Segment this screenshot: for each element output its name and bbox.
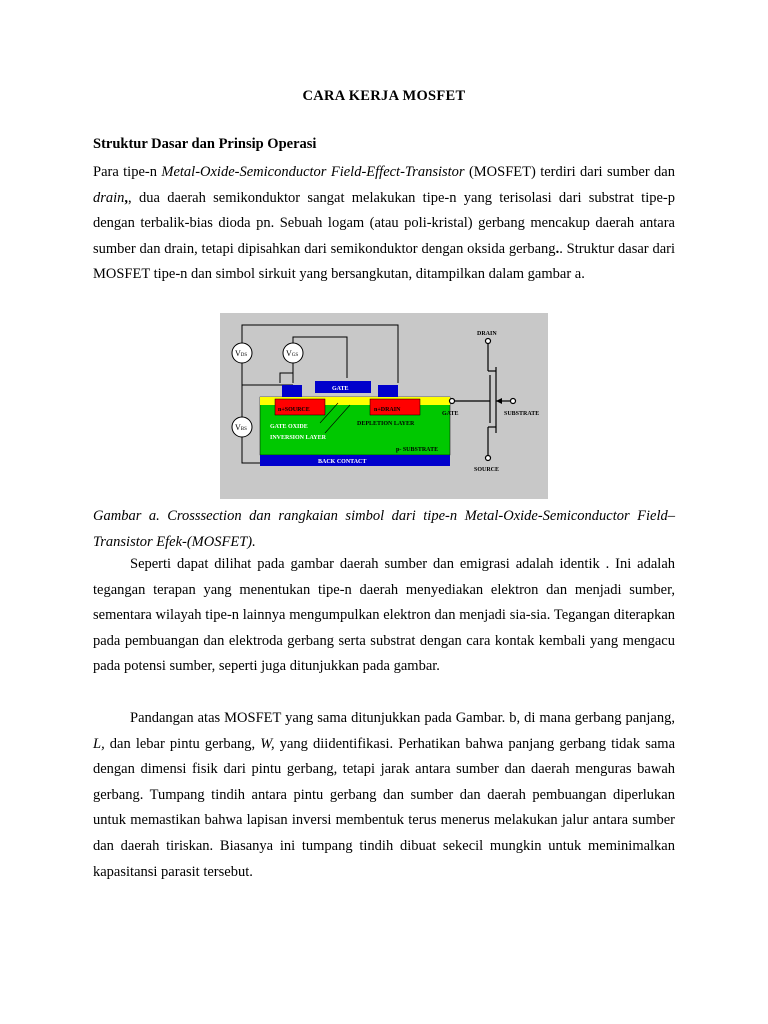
symbol-source-label: SOURCE	[474, 467, 500, 473]
paragraph-structure: Para tipe-n Metal-Oxide-Semiconductor Field-Effect-Transistor (MOSFET) terdiri dari sumber dan drain,, dua daerah semikonduktor sangat melakukan tipe-n yang terisolasi dari substrat tipe-p dengan terbalik-bias dioda pn. Sebuah logam (atau poli-kristal) gerbang mencakup daerah antara sumber dan drain, tetapi dipisahkan dari semikonduktor dengan oksida gerbang.. Struktur dasar dari MOSFET tipe-n dan simbol sirkuit yang bersangkutan, ditampilkan dalam gambar a.	[93, 164, 675, 283]
symbol-drain-label: DRAIN	[477, 331, 497, 337]
symbol-gate-label: GATE	[442, 411, 459, 417]
source-label: n+SOURCE	[278, 407, 310, 413]
gate-label: GATE	[332, 386, 349, 392]
figure-caption: Gambar a. Crosssection dan rangkaian simbol dari tipe-n Metal-Oxide-Semiconductor Field–Transistor Efek-(MOSFET).	[93, 508, 675, 550]
back-contact-label: BACK CONTACT	[318, 459, 367, 465]
page-title: CARA KERJA MOSFET	[302, 88, 466, 104]
paragraph-top-view: Pandangan atas MOSFET yang sama ditunjukkan pada Gambar. b, di mana gerbang panjang, L, dan lebar pintu gerbang, W, yang diidentifikasi. Perhatikan bahwa panjang gerbang tidak sama dengan dimensi fisik dari pintu gerbang, tetapi jarak antara sumber dan daerah menguras bawah gerbang. Tumpang tindih antara pintu gerbang dan sumber dan daerah pembuangan diperlukan untuk memastikan bahwa lapisan inversi membentuk terus menerus melakukan jalur antara sumber dan daerah tiriskan. Biasanya ini tumpang tindih dibuat sekecil mungkin untuk meminimalkan kapasitansi parasit tersebut.	[93, 710, 676, 880]
drain-label: n+DRAIN	[374, 407, 401, 413]
symbol-substrate-label: SUBSTRATE	[504, 411, 540, 417]
mosfet-cross-section	[220, 313, 548, 499]
mosfet-symbol	[442, 331, 539, 473]
paragraph-observation: Seperti dapat dilihat pada gambar daerah sumber dan emigrasi adalah identik . Ini adalah tegangan terapan yang menentukan tipe-n daerah menyediakan elektron dan menjadi sumber, sementara wilayah tipe-n lainnya mengumpulkan elektron dan menjadi sia-sia. Tegangan diterapkan pada pembuangan dan elektroda gerbang serta substrat dengan cara kontak kembali yang mengacu pada potensi sumber, seperti juga ditunjukkan pada gambar.	[93, 556, 675, 675]
svg-text:VBS: VBS	[235, 423, 247, 432]
drain-contact	[378, 385, 398, 397]
source-contact	[282, 385, 302, 397]
inversion-layer-label: INVERSION LAYER	[270, 435, 326, 441]
substrate-label: p- SUBSTRATE	[396, 447, 439, 453]
vbs-meter	[232, 417, 252, 437]
depletion-layer-label: DEPLETION LAYER	[357, 421, 415, 427]
svg-text:VGS: VGS	[286, 349, 299, 358]
gate-oxide-label: GATE OXIDE	[270, 424, 308, 430]
vds-meter	[232, 343, 252, 363]
vgs-meter	[283, 343, 303, 363]
mosfet-figure	[220, 313, 548, 499]
section-heading: Struktur Dasar dan Prinsip Operasi	[93, 136, 317, 152]
svg-text:VDS: VDS	[235, 349, 248, 358]
